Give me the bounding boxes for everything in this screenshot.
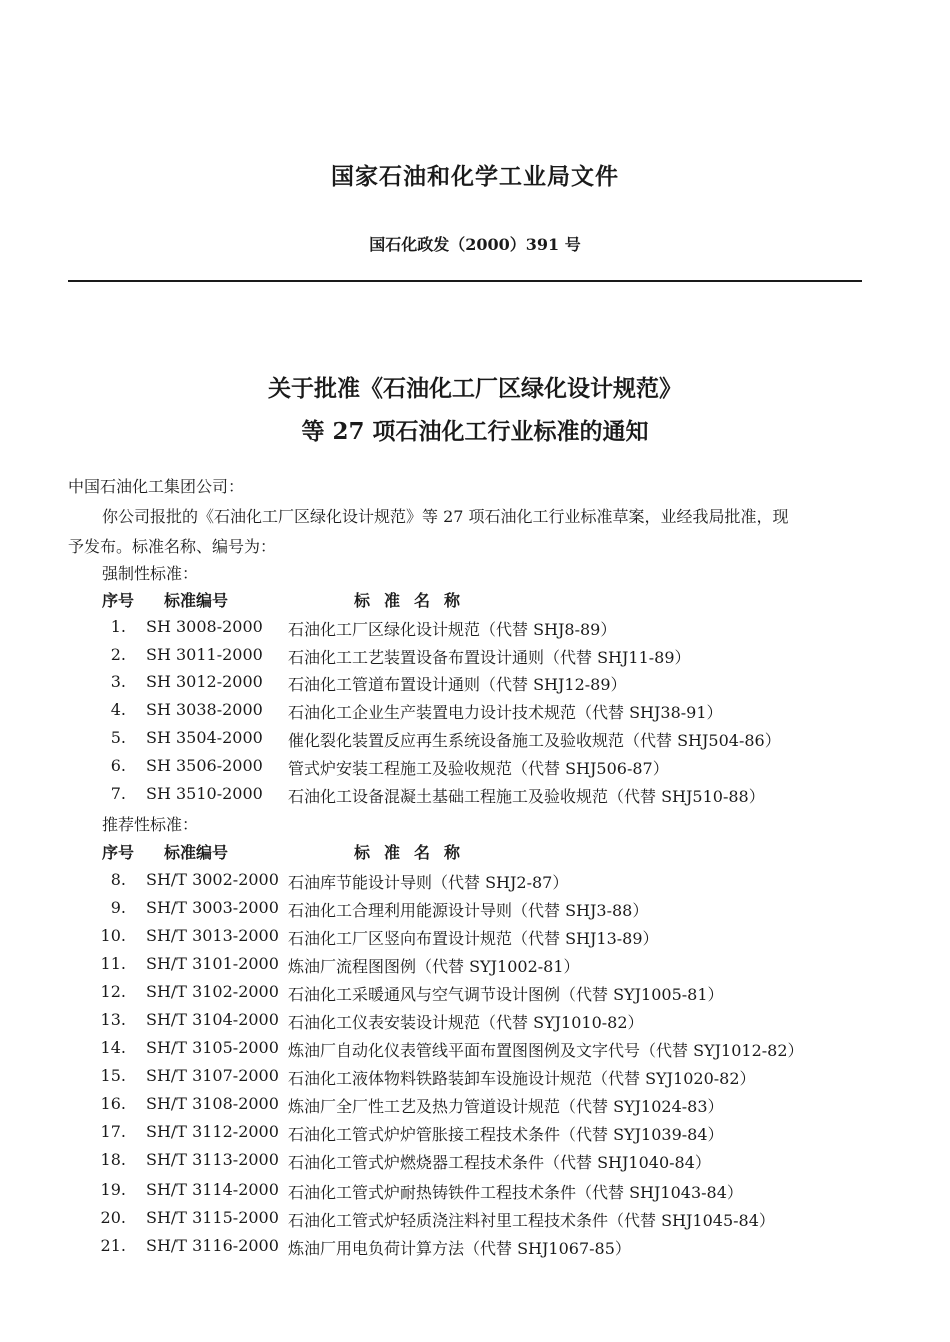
row-number: 6. [110, 756, 126, 775]
row-title: 石油化工合理利用能源设计导则（代替 SHJ3-88） [288, 901, 649, 920]
row-title: 管式炉安装工程施工及验收规范（代替 SHJ506-87） [288, 759, 669, 778]
mandatory-label: 强制性标准： [102, 564, 199, 583]
header-name: 标准名称 [354, 591, 475, 610]
row-code: SH/T 3112-2000 [146, 1122, 279, 1141]
standard-row [0, 926, 950, 950]
header-seq: 序号 [102, 843, 135, 862]
row-title: 石油化工设备混凝土基础工程施工及验收规范（代替 SHJ510-88） [288, 787, 765, 806]
header-name: 标准名称 [354, 843, 475, 862]
notice-title-line-1: 关于批准《石油化工厂区绿化设计规范》 [268, 375, 682, 402]
row-title: 石油化工厂区竖向布置设计规范（代替 SHJ13-89） [288, 929, 659, 948]
standard-row [0, 1094, 950, 1118]
row-title: 石油化工仪表安装设计规范（代替 SYJ1010-82） [288, 1013, 644, 1032]
standard-row [0, 672, 950, 696]
row-title: 炼油厂流程图图例（代替 SYJ1002-81） [288, 957, 580, 976]
row-number: 17. [100, 1122, 126, 1141]
standard-row [0, 784, 950, 808]
header-code: 标准编号 [164, 591, 229, 610]
row-code: SH/T 3104-2000 [146, 1010, 279, 1029]
header-code: 标准编号 [164, 843, 229, 862]
document-number: 国石化政发（2000）391 号 [369, 235, 581, 254]
row-code: SH 3008-2000 [146, 617, 263, 636]
standard-row [0, 700, 950, 724]
row-code: SH/T 3107-2000 [146, 1066, 279, 1085]
standard-row [0, 617, 950, 641]
standard-row [0, 1066, 950, 1090]
standard-row [0, 1180, 950, 1204]
row-code: SH 3011-2000 [146, 645, 263, 664]
row-number: 3. [110, 672, 126, 691]
row-code: SH/T 3108-2000 [146, 1094, 279, 1113]
row-code: SH/T 3101-2000 [146, 954, 279, 973]
row-title: 石油化工管式炉耐热铸铁件工程技术条件（代替 SHJ1043-84） [288, 1183, 743, 1202]
row-code: SH 3510-2000 [146, 784, 263, 803]
standard-row [0, 982, 950, 1006]
row-number: 4. [110, 700, 126, 719]
standard-row [0, 1010, 950, 1034]
row-number: 16. [100, 1094, 126, 1113]
row-code: SH/T 3114-2000 [146, 1180, 279, 1199]
row-title: 炼油厂用电负荷计算方法（代替 SHJ1067-85） [288, 1239, 631, 1258]
standard-row [0, 1038, 950, 1062]
row-code: SH 3012-2000 [146, 672, 263, 691]
row-title: 催化裂化装置反应再生系统设备施工及验收规范（代替 SHJ504-86） [288, 731, 781, 750]
standard-row [0, 728, 950, 752]
row-code: SH/T 3113-2000 [146, 1150, 279, 1169]
row-title: 石油化工液体物料铁路装卸车设施设计规范（代替 SYJ1020-82） [288, 1069, 756, 1088]
row-number: 1. [110, 617, 126, 636]
row-code: SH/T 3116-2000 [146, 1236, 279, 1255]
row-title: 炼油厂全厂性工艺及热力管道设计规范（代替 SYJ1024-83） [288, 1097, 724, 1116]
row-title: 炼油厂自动化仪表管线平面布置图图例及文字代号（代替 SYJ1012-82） [288, 1041, 804, 1060]
recommended-label: 推荐性标准： [102, 815, 199, 834]
row-code: SH 3038-2000 [146, 700, 263, 719]
standard-row [0, 645, 950, 669]
row-title: 石油化工企业生产装置电力设计技术规范（代替 SHJ38-91） [288, 703, 723, 722]
standard-row [0, 898, 950, 922]
row-number: 15. [100, 1066, 126, 1085]
row-number: 9. [110, 898, 126, 917]
row-code: SH/T 3115-2000 [146, 1208, 279, 1227]
row-title: 石油化工工艺装置设备布置设计通则（代替 SHJ11-89） [288, 648, 691, 667]
header-seq: 序号 [102, 591, 135, 610]
row-code: SH 3504-2000 [146, 728, 263, 747]
row-number: 19. [100, 1180, 126, 1199]
standard-row [0, 1150, 950, 1174]
row-number: 7. [110, 784, 126, 803]
standard-row [0, 756, 950, 780]
standard-row [0, 870, 950, 894]
row-code: SH 3506-2000 [146, 756, 263, 775]
row-title: 石油化工厂区绿化设计规范（代替 SHJ8-89） [288, 620, 617, 639]
standard-row [0, 1208, 950, 1232]
standard-row [0, 1122, 950, 1146]
row-number: 12. [100, 982, 126, 1001]
row-code: SH/T 3002-2000 [146, 870, 279, 889]
standard-row [0, 954, 950, 978]
row-title: 石油化工管式炉燃烧器工程技术条件（代替 SHJ1040-84） [288, 1153, 711, 1172]
body-paragraph-line-2: 予发布。标准名称、编号为： [68, 537, 277, 556]
row-title: 石油化工管式炉轻质浇注料衬里工程技术条件（代替 SHJ1045-84） [288, 1211, 775, 1230]
row-code: SH/T 3105-2000 [146, 1038, 279, 1057]
notice-title-line-2: 等 27 项石油化工行业标准的通知 [301, 418, 649, 445]
body-paragraph-line-1: 你公司报批的《石油化工厂区绿化设计规范》等 27 项石油化工行业标准草案，业经我局批准，现 [102, 507, 789, 526]
row-number: 14. [100, 1038, 126, 1057]
row-code: SH/T 3013-2000 [146, 926, 279, 945]
row-title: 石油化工采暖通风与空气调节设计图例（代替 SYJ1005-81） [288, 985, 724, 1004]
row-number: 5. [110, 728, 126, 747]
row-title: 石油化工管道布置设计通则（代替 SHJ12-89） [288, 675, 627, 694]
recipient: 中国石油化工集团公司： [68, 477, 245, 496]
row-number: 10. [100, 926, 126, 945]
row-number: 2. [110, 645, 126, 664]
row-title: 石油库节能设计导则（代替 SHJ2-87） [288, 873, 569, 892]
header-divider [68, 280, 862, 282]
row-number: 18. [100, 1150, 126, 1169]
row-title: 石油化工管式炉炉管胀接工程技术条件（代替 SYJ1039-84） [288, 1125, 724, 1144]
row-code: SH/T 3102-2000 [146, 982, 279, 1001]
standard-row [0, 1236, 950, 1260]
row-number: 8. [110, 870, 126, 889]
document-header: 国家石油和化学工业局文件 [331, 163, 619, 190]
row-number: 13. [100, 1010, 126, 1029]
row-code: SH/T 3003-2000 [146, 898, 279, 917]
row-number: 20. [100, 1208, 126, 1227]
row-number: 21. [100, 1236, 126, 1255]
row-number: 11. [100, 954, 126, 973]
